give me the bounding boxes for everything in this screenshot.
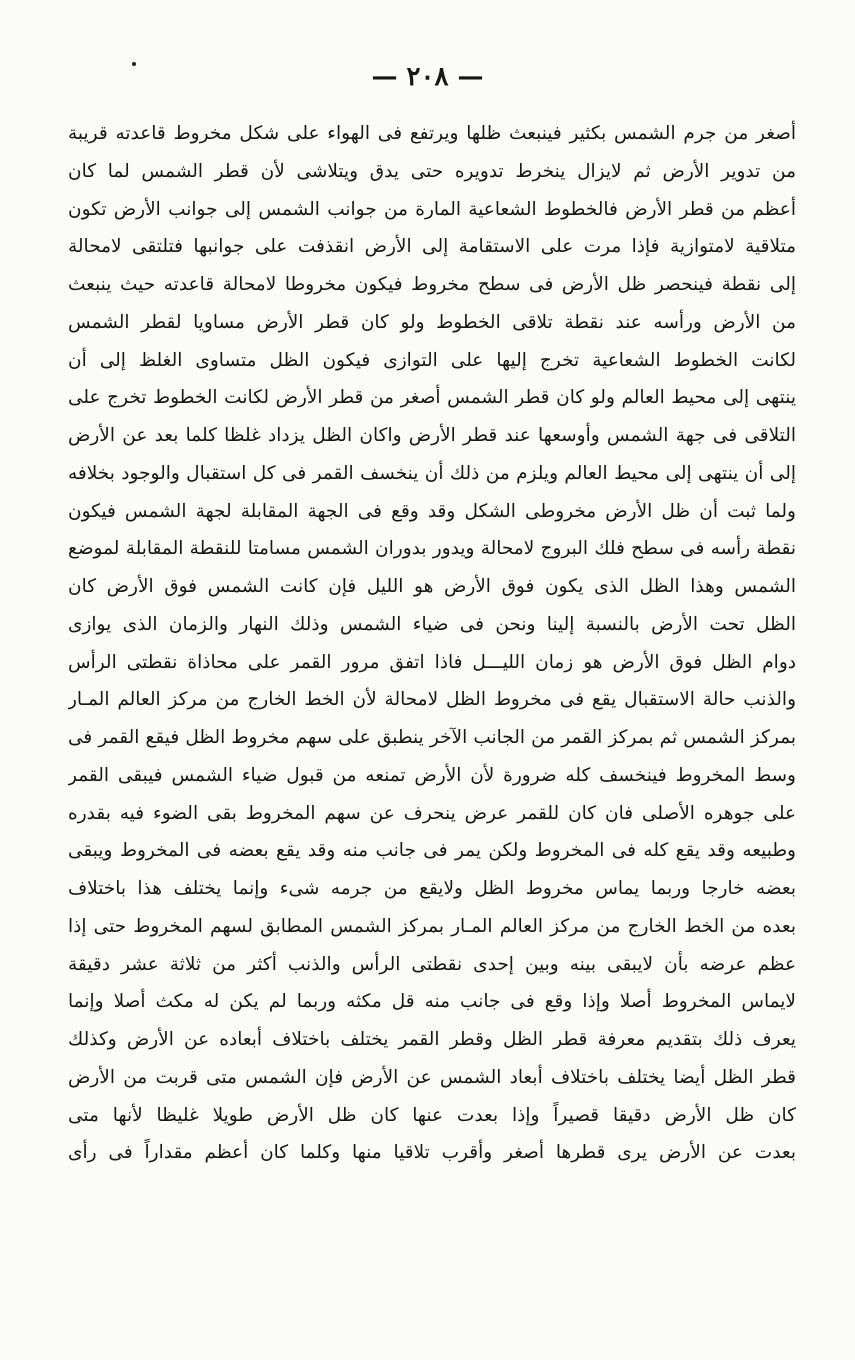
- text-line: إلى أن ينتهى إلى محيط العالم ويلزم من ذلك أن ينخسف القمر فى كل استقبال والوجود بخلافه: [68, 462, 796, 484]
- text-line: بعده من الخط الخارج من مركز العالم المـار بمركز الشمس المطابق لسهم المخروط حتى إذا: [68, 915, 796, 937]
- text-line: من تدوير الأرض ثم لايزال ينخرط تدويره حتى يدق ويتلاشى لأن قطر الشمس لما كان: [68, 160, 796, 182]
- text-line: أعظم من قطر الأرض فالخطوط الشعاعية المارة من جوانب الشمس إلى جوانب الأرض تكون: [68, 198, 796, 220]
- text-line: الظل تحت الأرض بالنسبة إلينا ونحن فى ضياء الشمس وذلك النهار والزمان الذى يوازى: [68, 613, 796, 635]
- text-line: الشمس وهذا الظل الذى يكون فوق الأرض هو الليل فإن كانت الشمس فوق الأرض كان: [68, 576, 796, 597]
- text-line: ينتهى إلى محيط العالم ولو كان قطر الشمس أصغر من قطر الأرض لكانت الخطوط تخرج على: [68, 387, 796, 409]
- text-line: على جوهره الأصلى فان كان للقمر عرض ينحرف عن سهم المخروط بقى الضوء فيه بقدره: [68, 802, 796, 824]
- text-line: ولما ثبت أن ظل الأرض مخروطى الشكل وقد وقع فى الجهة المقابلة لجهة الشمس فيكون: [68, 500, 796, 522]
- text-line: من الأرض ورأسه عند نقطة تلاقى الخطوط ولو كان قطر الأرض مساويا لقطر الشمس: [68, 311, 796, 333]
- text-line: عظم عرضه بأن لايبقى بينه وبين إحدى نقطتى الرأس والذنب أكثر من ثلاثة عشر دقيقة: [68, 953, 796, 975]
- text-line: كان ظل الأرض دقيقا قصيراً وإذا بعدت عنها كان ظل الأرض طويلا غليظا لأنها متى: [68, 1104, 796, 1126]
- text-line: متلاقية لامتوازية فإذا مرت على الاستقامة إلى الأرض انقذفت على جوانبها فتلتقى لامحالة: [68, 236, 796, 258]
- text-line: لكانت الخطوط الشعاعية تخرج إليها على التوازى فيكون الظل متساوى الغلظ إلى أن: [68, 349, 796, 371]
- text-line: لايماس المخروط أصلا وإذا وقع فى جانب منه قل مكثه وربما لم يكن له مكث أصلا وإنما: [68, 991, 796, 1013]
- text-line: إلى نقطة فينحصر ظل الأرض فى سطح مخروط فيكون مخروطا لامحالة قاعدته حيث ينبعث: [68, 274, 796, 295]
- text-line: التلاقى فى جهة الشمس وأوسعها عند قطر الأرض واكان الظل يزداد غلظا كلما بعد عن الأرض: [68, 425, 796, 446]
- text-line: نقطة رأسه فى سطح فلك البروج لامحالة ويدور بدوران الشمس مسامتا للنقطة المقابلة لموضع: [68, 538, 796, 560]
- text-line: يعرف ذلك بتقديم معرفة قطر الظل وقطر القمر يختلف باختلاف أبعاده عن الأرض وكذلك: [68, 1029, 796, 1050]
- text-line: بعضه خارجا وربما يماس مخروط الظل ولايقع من جرمه شىء وإنما يختلف هذا باختلاف: [68, 878, 796, 899]
- text-line: قطر الظل أيضا يختلف باختلاف أبعاد الشمس عن الأرض فإن الشمس متى قربت من الأرض: [68, 1066, 796, 1088]
- text-line: وسط المخروط فينخسف كله ضرورة لأن الأرض تمنعه من قبول ضياء الشمس فيبقى القمر: [68, 764, 796, 786]
- text-line: وطبيعه وقد يقع كله فى المخروط ولكن يمر فى جانب منه وقد يقع بعضه فى المخروط ويبقى: [68, 840, 796, 862]
- page-number: — ٢٠٨ —: [371, 62, 484, 92]
- text-line: أصغر من جرم الشمس بكثير فينبعث ظلها ويرتفع فى الهواء على شكل مخروط قاعدته قريبة: [68, 123, 796, 144]
- text-line: دوام الظل فوق الأرض هو زمان الليـــل فاذا اتفق مرور القمر على محاذاة نقطتى الرأس: [68, 651, 796, 673]
- body-text: [68, 115, 796, 1172]
- text-line: بمركز الشمس ثم بمركز القمر من الجانب الآخر ينطبق على سهم مخروط الظل فيقع القمر فى: [68, 727, 796, 748]
- text-line: والذنب حالة الاستقبال يقع فى مخروط الظل لامحالة لأن الخط الخارج من مركز العالم المـار: [68, 689, 796, 711]
- text-line: بعدت عن الأرض يرى قطرها أصغر وأقرب تلاقيا منها وكلما كان أعظم مقداراً فى رأى: [68, 1142, 796, 1164]
